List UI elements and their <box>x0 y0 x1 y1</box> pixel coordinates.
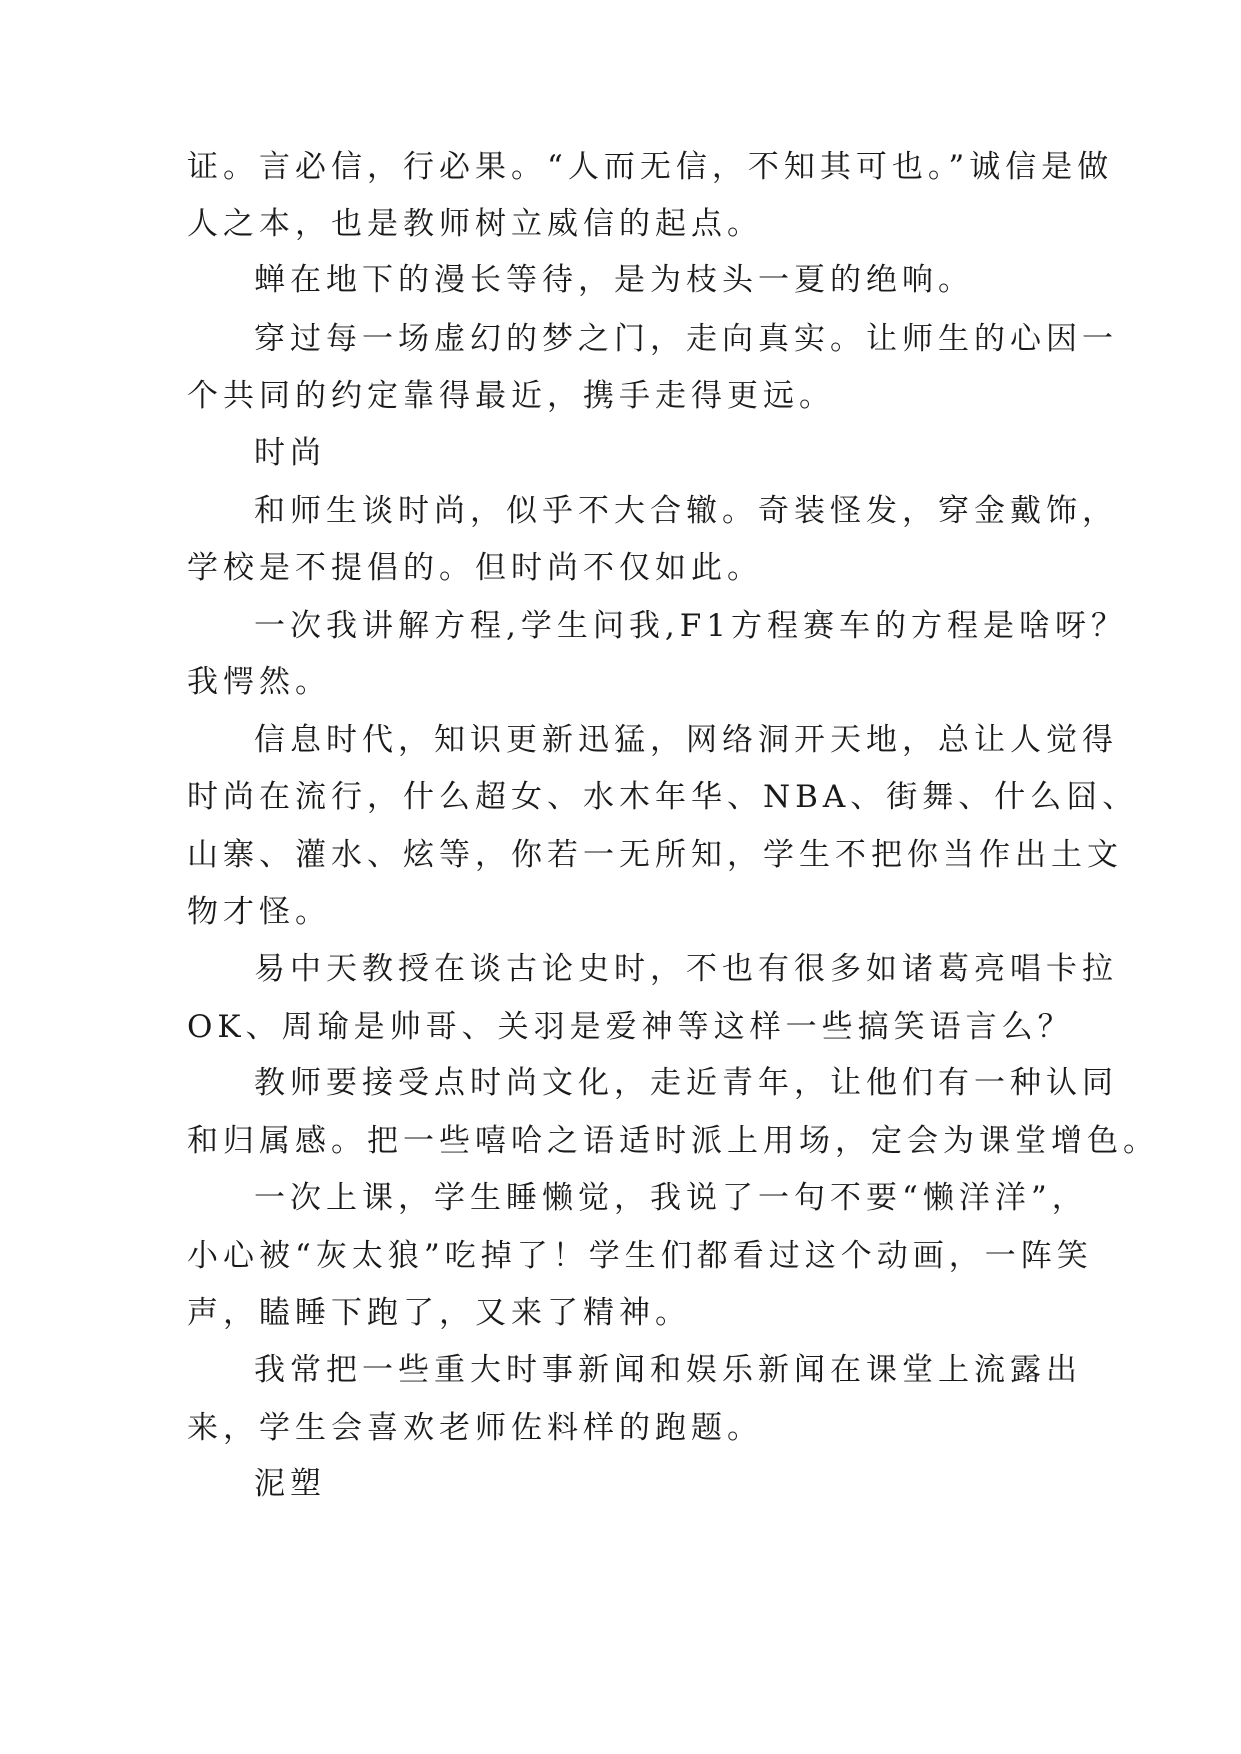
paragraph-line: 蝉在地下的漫长等待，是为枝头一夏的绝响。 <box>254 262 974 298</box>
paragraph-line: 信息时代，知识更新迅猛，网络洞开天地，总让人觉得 <box>254 722 1118 758</box>
text-line: 和归属感。把一些嘻哈之语适时派上用场，定会为课堂增色。 <box>187 1123 1159 1159</box>
text-line: 来，学生会喜欢老师佐料样的跑题。 <box>187 1410 763 1446</box>
text-line: 个共同的约定靠得最近，携手走得更远。 <box>187 378 835 414</box>
text-line: 学校是不提倡的。但时尚不仅如此。 <box>187 550 763 586</box>
text-line: 小心被“灰太狼”吃掉了！学生们都看过这个动画，一阵笑 <box>187 1238 1093 1274</box>
text-line: 声，瞌睡下跑了，又来了精神。 <box>187 1295 691 1331</box>
text-line: 物才怪。 <box>187 894 331 930</box>
text-line: 我愕然。 <box>187 664 331 700</box>
paragraph-line: 易中天教授在谈古论史时，不也有很多如诸葛亮唱卡拉 <box>254 951 1118 987</box>
section-heading: 时尚 <box>254 435 326 471</box>
paragraph-line: 教师要接受点时尚文化，走近青年，让他们有一种认同 <box>254 1065 1118 1101</box>
paragraph-line: 穿过每一场虚幻的梦之门，走向真实。让师生的心因一 <box>254 321 1118 357</box>
section-heading: 泥塑 <box>254 1466 326 1502</box>
paragraph-line: 一次我讲解方程,学生问我,F1方程赛车的方程是啥呀？ <box>254 608 1127 644</box>
paragraph-line: 和师生谈时尚，似乎不大合辙。奇装怪发，穿金戴饰， <box>254 493 1118 529</box>
text-line: 人之本，也是教师树立威信的起点。 <box>187 206 763 242</box>
text-line: 时尚在流行，什么超女、水木年华、NBA、街舞、什么囧、 <box>187 779 1139 815</box>
paragraph-line: 一次上课，学生睡懒觉，我说了一句不要“懒洋洋”， <box>254 1180 1088 1216</box>
text-line: 证。言必信，行必果。“人而无信，不知其可也。”诚信是做 <box>187 149 1114 185</box>
text-line: OK、周瑜是帅哥、关羽是爱神等这样一些搞笑语言么？ <box>187 1009 1074 1045</box>
paragraph-line: 我常把一些重大时事新闻和娱乐新闻在课堂上流露出 <box>254 1352 1082 1388</box>
text-line: 山寨、灌水、炫等，你若一无所知，学生不把你当作出土文 <box>187 837 1123 873</box>
